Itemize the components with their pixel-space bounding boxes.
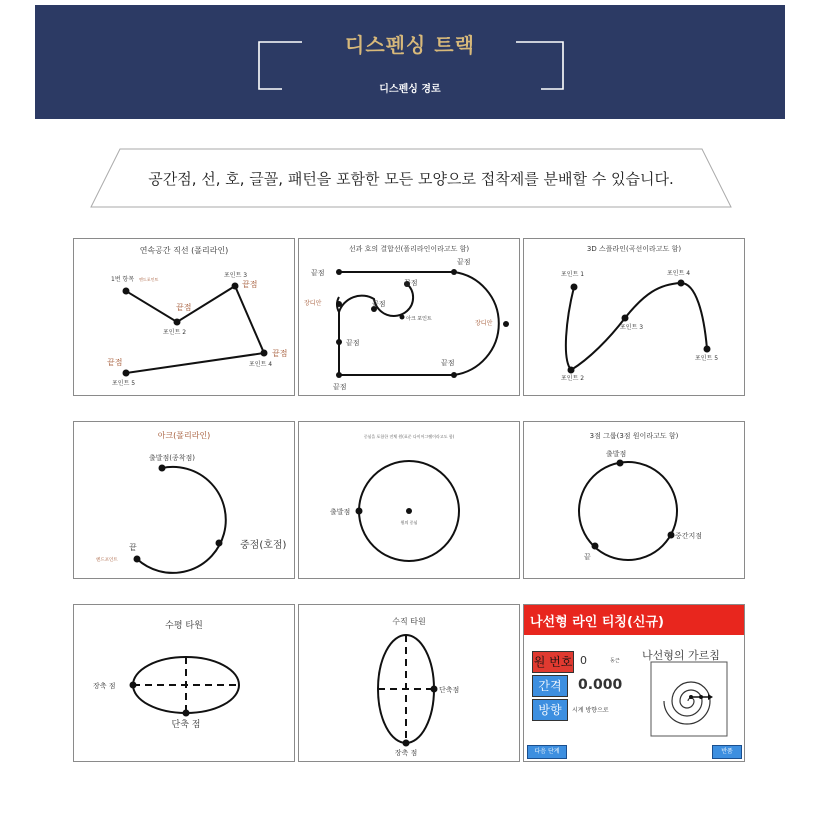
- svg-text:끝: 끝: [129, 543, 137, 552]
- svg-text:끝점: 끝점: [457, 258, 471, 266]
- svg-text:출발점(종착점): 출발점(종착점): [149, 454, 196, 462]
- panel-title: 수평 타원: [165, 621, 203, 631]
- panel-horizontal-ellipse: [73, 604, 295, 762]
- panel-line-arc: [298, 238, 520, 396]
- svg-text:포인트 1: 포인트 1: [561, 271, 585, 278]
- next-step-button[interactable]: 다음 단계: [527, 745, 567, 759]
- svg-text:장축 점: 장축 점: [93, 682, 116, 690]
- svg-text:단축 점: 단축 점: [171, 720, 201, 730]
- panel-polyline: [73, 238, 295, 396]
- return-button[interactable]: 반품: [712, 745, 742, 759]
- svg-text:포인트 3: 포인트 3: [224, 272, 248, 279]
- svg-text:포인트 2: 포인트 2: [163, 329, 187, 336]
- svg-text:장축 점: 장축 점: [394, 749, 418, 757]
- svg-text:끝점: 끝점: [242, 280, 258, 289]
- panel-title: 수직 타원: [392, 617, 426, 626]
- panel-title: 3D 스플라인(곡선이라고도 함): [586, 245, 682, 253]
- panel-three-point-circle: [523, 421, 745, 579]
- panel-full-circle: [298, 421, 520, 579]
- svg-text:끝점: 끝점: [333, 383, 347, 391]
- panel-title: 중심을 포함한 전체 원(표준 다이어그램이라고도 함): [363, 434, 455, 439]
- svg-text:끝점: 끝점: [404, 279, 418, 287]
- svg-text:포인트 4: 포인트 4: [667, 270, 691, 277]
- svg-text:포인트 5: 포인트 5: [695, 355, 719, 362]
- svg-text:끝점: 끝점: [346, 339, 360, 347]
- header-banner: [35, 5, 785, 119]
- svg-text:출발점: 출발점: [330, 508, 351, 516]
- svg-text:끝점: 끝점: [311, 269, 325, 277]
- circle-number-value: 0: [580, 654, 587, 667]
- spiral-teaching-label: 나선형의 가르침: [642, 649, 720, 662]
- circle-number-button[interactable]: 원 번호: [532, 651, 574, 673]
- svg-text:장디안: 장디안: [475, 320, 493, 327]
- svg-text:중간지점: 중간지점: [675, 532, 703, 540]
- direction-button[interactable]: 방향: [532, 699, 568, 721]
- svg-text:장디안: 장디안: [304, 300, 322, 307]
- svg-text:원의 중심: 원의 중심: [400, 520, 418, 525]
- svg-text:포인트 5: 포인트 5: [112, 380, 136, 387]
- banner-subtitle: 디스펜싱 경로: [379, 84, 441, 95]
- panel-title: 선과 호의 결합선(폴리라인이라고도 함): [348, 245, 470, 253]
- svg-text:중점(호점): 중점(호점): [240, 540, 287, 551]
- banner-title: 디스펜싱 트랙: [345, 33, 475, 57]
- svg-text:1번 항목: 1번 항목: [111, 276, 135, 283]
- spiral-header: [524, 605, 744, 635]
- panel-spline: [523, 238, 745, 396]
- panel-arc: [73, 421, 295, 579]
- svg-text:끝점: 끝점: [176, 303, 192, 312]
- svg-text:포인트 4: 포인트 4: [249, 361, 273, 368]
- panel-vertical-ellipse: [298, 604, 520, 762]
- spiral-title: 나선형 라인 티칭(신규): [530, 615, 664, 630]
- panel-title: 3점 그룹(3점 원이라고도 함): [589, 432, 679, 440]
- tagline-text: 공간점, 선, 호, 글꼴, 패턴을 포함한 모든 모양으로 접착제를 분배할 수 있습니다.: [148, 170, 674, 188]
- svg-text:아크 포인트: 아크 포인트: [406, 316, 432, 322]
- svg-text:엔드포인트: 엔드포인트: [139, 277, 159, 282]
- panel-title: 아크(폴리라인): [157, 431, 211, 440]
- circle-number-unit: 동근: [610, 658, 620, 664]
- gap-value: 0.000: [578, 677, 623, 693]
- svg-text:끝점: 끝점: [372, 300, 386, 308]
- svg-text:끝점: 끝점: [272, 349, 288, 358]
- svg-text:단축점: 단축점: [439, 686, 460, 694]
- svg-text:포인트 3: 포인트 3: [620, 324, 644, 331]
- svg-text:출발점: 출발점: [606, 450, 627, 458]
- svg-text:엔드포인트: 엔드포인트: [96, 558, 118, 563]
- svg-text:끝점: 끝점: [441, 359, 455, 367]
- direction-value: 시계 방향으로: [572, 707, 609, 714]
- panel-title: 연속공간 직선 (폴리라인): [139, 246, 229, 255]
- svg-text:끝점: 끝점: [107, 358, 123, 367]
- gap-button[interactable]: 간격: [532, 675, 568, 697]
- svg-text:포인트 2: 포인트 2: [561, 375, 585, 382]
- panel-spiral-teaching: [523, 604, 745, 762]
- spiral-icon: [650, 661, 730, 741]
- tagline-box: [90, 148, 732, 208]
- svg-text:끝: 끝: [584, 553, 591, 561]
